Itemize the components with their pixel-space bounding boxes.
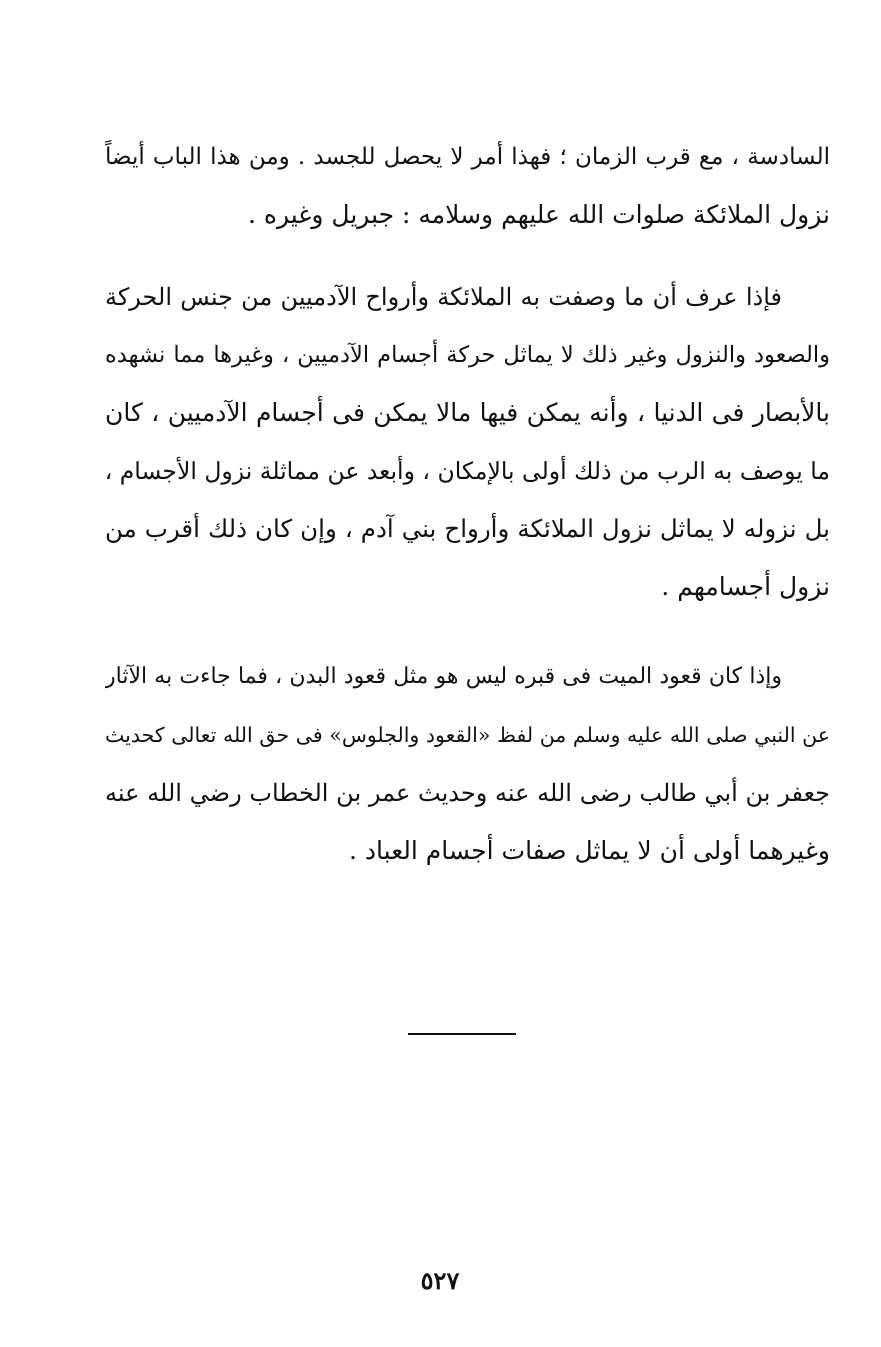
paragraph-line: بالأبصار فى الدنيا ، وأنه يمكن فيها مالا يمكن فى أجسام الآدميين ، كان: [105, 398, 830, 427]
paragraph-line: والصعود والنزول وغير ذلك لا يماثل حركة أجسام الآدميين ، وغيرها مما نشهده: [105, 342, 830, 368]
page-number: ٥٢٧: [420, 1266, 460, 1295]
paragraph-line: جعفر بن أبي طالب رضى الله عنه وحديث عمر بن الخطاب رضي الله عنه: [105, 779, 830, 807]
paragraph-3: [105, 648, 830, 880]
paragraph-line: نزول أجسامهم .: [661, 572, 830, 601]
paragraph-line: وغيرهما أولى أن لا يماثل صفات أجسام العباد .: [349, 836, 830, 865]
paragraph-line: ما يوصف به الرب من ذلك أولى بالإمكان ، وأبعد عن مماثلة نزول الأجسام ،: [105, 457, 830, 485]
footnote-separator: [408, 1033, 516, 1035]
paragraph-2: [105, 268, 830, 616]
paragraph-1: [105, 128, 830, 244]
paragraph-line: بل نزوله لا يماثل نزول الملائكة وأرواح بني آدم ، وإن كان ذلك أقرب من: [105, 514, 830, 543]
paragraph-line: فإذا عرف أن ما وصفت به الملائكة وأرواح الآدميين من جنس الحركة: [105, 283, 782, 311]
paragraph-line: وإذا كان قعود الميت فى قبره ليس هو مثل قعود البدن ، فما جاءت به الآثار: [105, 664, 782, 689]
paragraph-line: عن النبي صلى الله عليه وسلم من لفظ «القعود والجلوس» فى حق الله تعالى كحديث: [105, 723, 830, 747]
paragraph-line: السادسة ، مع قرب الزمان ؛ فهذا أمر لا يحصل للجسد . ومن هذا الباب أيضاً: [105, 144, 830, 170]
paragraph-line: نزول الملائكة صلوات الله عليهم وسلامه : جبريل وغيره .: [247, 200, 830, 229]
